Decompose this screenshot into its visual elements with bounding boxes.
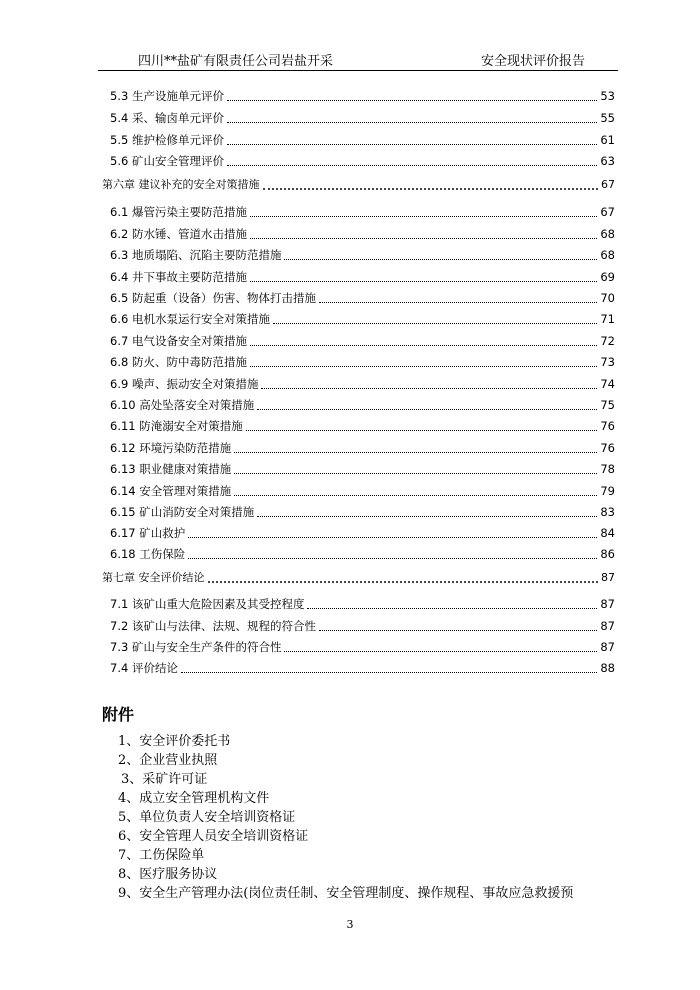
header-report-title: 安全现状评价报告 xyxy=(481,54,586,69)
toc-entry-title: 6.15 矿山消防安全对策措施 xyxy=(110,505,255,519)
toc-dot-leader xyxy=(246,430,598,431)
toc-dot-leader xyxy=(250,345,597,346)
toc-dot-leader xyxy=(319,302,597,303)
toc-entry-page: 75 xyxy=(600,398,615,412)
toc-section-entry[interactable] xyxy=(110,483,615,499)
appendix-item: 2、企业营业执照 xyxy=(118,753,218,768)
toc-entry-title: 6.6 电机水泵运行安全对策措施 xyxy=(110,312,270,326)
toc-entry-page: 71 xyxy=(600,312,615,326)
toc-entry-title: 6.8 防火、防中毒防范措施 xyxy=(110,355,247,369)
toc-dot-leader xyxy=(234,495,597,496)
toc-entry-title: 6.17 矿山救护 xyxy=(110,526,186,540)
toc-dot-leader xyxy=(250,366,597,367)
toc-section-entry[interactable] xyxy=(110,269,615,285)
toc-section-entry[interactable] xyxy=(110,440,615,456)
toc-entry-title: 7.4 评价结论 xyxy=(110,661,178,675)
toc-chapter-entry[interactable] xyxy=(102,570,615,586)
toc-dot-leader xyxy=(257,516,597,517)
appendix-item: 5、单位负责人安全培训资格证 xyxy=(118,810,296,825)
toc-entry-title: 6.7 电气设备安全对策措施 xyxy=(110,334,247,348)
toc-entry-page: 87 xyxy=(601,571,615,584)
toc-entry-page: 87 xyxy=(600,597,615,611)
toc-entry-page: 73 xyxy=(600,355,615,369)
toc-section-entry[interactable] xyxy=(110,618,615,634)
toc-entry-page: 78 xyxy=(600,462,615,476)
toc-entry-title: 7.2 该矿山与法律、法规、规程的符合性 xyxy=(110,619,316,633)
appendix-item: 9、安全生产管理办法(岗位责任制、安全管理制度、操作规程、事故应急救援预 xyxy=(118,886,574,901)
toc-dot-leader xyxy=(234,452,597,453)
toc-dot-leader xyxy=(227,122,597,123)
toc-entry-title: 6.3 地质塌陷、沉陷主要防范措施 xyxy=(110,248,282,262)
toc-entry-title: 5.5 维护检修单元评价 xyxy=(110,133,224,147)
toc-entry-title: 6.1 爆管污染主要防范措施 xyxy=(110,205,247,219)
appendix-item: 6、安全管理人员安全培训资格证 xyxy=(118,829,309,844)
toc-entry-title: 5.6 矿山安全管理评价 xyxy=(110,154,224,168)
toc-section-entry[interactable] xyxy=(110,504,615,520)
toc-section-entry[interactable] xyxy=(110,354,615,370)
toc-dot-leader xyxy=(208,581,599,583)
toc-dot-leader xyxy=(250,281,597,282)
toc-section-entry[interactable] xyxy=(110,290,615,306)
toc-entry-page: 68 xyxy=(600,227,615,241)
toc-dot-leader xyxy=(188,558,597,559)
toc-section-entry[interactable] xyxy=(110,397,615,413)
appendix-item: 8、医疗服务协议 xyxy=(118,867,218,882)
toc-dot-leader xyxy=(188,537,597,538)
toc-entry-title: 7.1 该矿山重大危险因素及其受控程度 xyxy=(110,597,305,611)
toc-section-entry[interactable] xyxy=(110,525,615,541)
toc-entry-page: 83 xyxy=(600,505,615,519)
toc-entry-title: 5.4 采、输卤单元评价 xyxy=(110,111,224,125)
toc-dot-leader xyxy=(319,630,597,631)
toc-chapter-entry[interactable] xyxy=(102,177,615,193)
appendix-item: 1、安全评价委托书 xyxy=(118,734,231,749)
toc-entry-page: 76 xyxy=(600,441,615,455)
toc-section-entry[interactable] xyxy=(110,247,615,263)
toc-section-entry[interactable] xyxy=(110,333,615,349)
toc-entry-title: 6.10 高处坠落安全对策措施 xyxy=(110,398,255,412)
toc-section-entry[interactable] xyxy=(110,639,615,655)
toc-entry-title: 6.14 安全管理对策措施 xyxy=(110,484,232,498)
toc-entry-title: 6.9 噪声、振动安全对策措施 xyxy=(110,377,259,391)
toc-entry-title: 7.3 矿山与安全生产条件的符合性 xyxy=(110,640,282,654)
toc-dot-leader xyxy=(261,388,597,389)
toc-entry-page: 69 xyxy=(600,270,615,284)
toc-dot-leader xyxy=(273,323,597,324)
toc-entry-page: 55 xyxy=(600,111,615,125)
toc-section-entry[interactable] xyxy=(110,461,615,477)
toc-dot-leader xyxy=(181,672,597,673)
toc-dot-leader xyxy=(263,188,599,190)
toc-section-entry[interactable] xyxy=(110,204,615,220)
toc-dot-leader xyxy=(234,473,597,474)
toc-entry-page: 67 xyxy=(601,178,615,191)
toc-section-entry[interactable] xyxy=(110,596,615,612)
appendix-title: 附件 xyxy=(102,705,135,724)
page-header xyxy=(98,48,618,71)
toc-entry-title: 5.3 生产设施单元评价 xyxy=(110,89,224,103)
toc-entry-title: 6.4 井下事故主要防范措施 xyxy=(110,270,247,284)
toc-entry-page: 74 xyxy=(600,377,615,391)
toc-entry-title: 第六章 建议补充的安全对策措施 xyxy=(102,178,260,191)
toc-entry-page: 67 xyxy=(600,205,615,219)
toc-entry-page: 88 xyxy=(600,661,615,675)
toc-section-entry[interactable] xyxy=(110,110,615,126)
toc-dot-leader xyxy=(284,259,597,260)
toc-entry-title: 6.5 防起重（设备）伤害、物体打击措施 xyxy=(110,291,316,305)
toc-entry-page: 84 xyxy=(600,526,615,540)
toc-section-entry[interactable] xyxy=(110,88,615,104)
toc-section-entry[interactable] xyxy=(110,311,615,327)
toc-section-entry[interactable] xyxy=(110,226,615,242)
toc-entry-page: 63 xyxy=(600,154,615,168)
toc-section-entry[interactable] xyxy=(110,132,615,148)
toc-dot-leader xyxy=(227,100,597,101)
toc-section-entry[interactable] xyxy=(110,418,615,434)
toc-entry-page: 53 xyxy=(600,89,615,103)
toc-entry-page: 79 xyxy=(600,484,615,498)
toc-dot-leader xyxy=(257,409,597,410)
toc-entry-title: 6.13 职业健康对策措施 xyxy=(110,462,232,476)
toc-entry-page: 76 xyxy=(600,419,615,433)
toc-entry-page: 61 xyxy=(600,133,615,147)
toc-dot-leader xyxy=(307,608,597,609)
toc-section-entry[interactable] xyxy=(110,376,615,392)
toc-entry-page: 86 xyxy=(600,547,615,561)
toc-section-entry[interactable] xyxy=(110,660,615,676)
toc-entry-page: 87 xyxy=(600,619,615,633)
appendix-item: 4、成立安全管理机构文件 xyxy=(118,791,270,806)
toc-dot-leader xyxy=(227,165,597,166)
toc-entry-title: 6.11 防淹溺安全对策措施 xyxy=(110,419,243,433)
toc-dot-leader xyxy=(227,144,597,145)
page-number: 3 xyxy=(346,918,354,931)
toc-entry-title: 6.2 防水锤、管道水击措施 xyxy=(110,227,247,241)
header-company: 四川**盐矿有限责任公司岩盐开采 xyxy=(138,54,334,69)
toc-section-entry[interactable] xyxy=(110,546,615,562)
toc-entry-title: 6.12 环境污染防范措施 xyxy=(110,441,232,455)
toc-entry-title: 第七章 安全评价结论 xyxy=(102,571,205,584)
toc-dot-leader xyxy=(250,216,597,217)
toc-entry-page: 87 xyxy=(600,640,615,654)
toc-section-entry[interactable] xyxy=(110,153,615,169)
toc-dot-leader xyxy=(250,238,597,239)
appendix-item: 3、采矿许可证 xyxy=(121,772,208,787)
toc-entry-page: 70 xyxy=(600,291,615,305)
appendix-item: 7、工伤保险单 xyxy=(118,848,205,863)
toc-entry-page: 72 xyxy=(600,334,615,348)
toc-dot-leader xyxy=(284,651,597,652)
toc-entry-title: 6.18 工伤保险 xyxy=(110,547,186,561)
toc-entry-page: 68 xyxy=(600,248,615,262)
